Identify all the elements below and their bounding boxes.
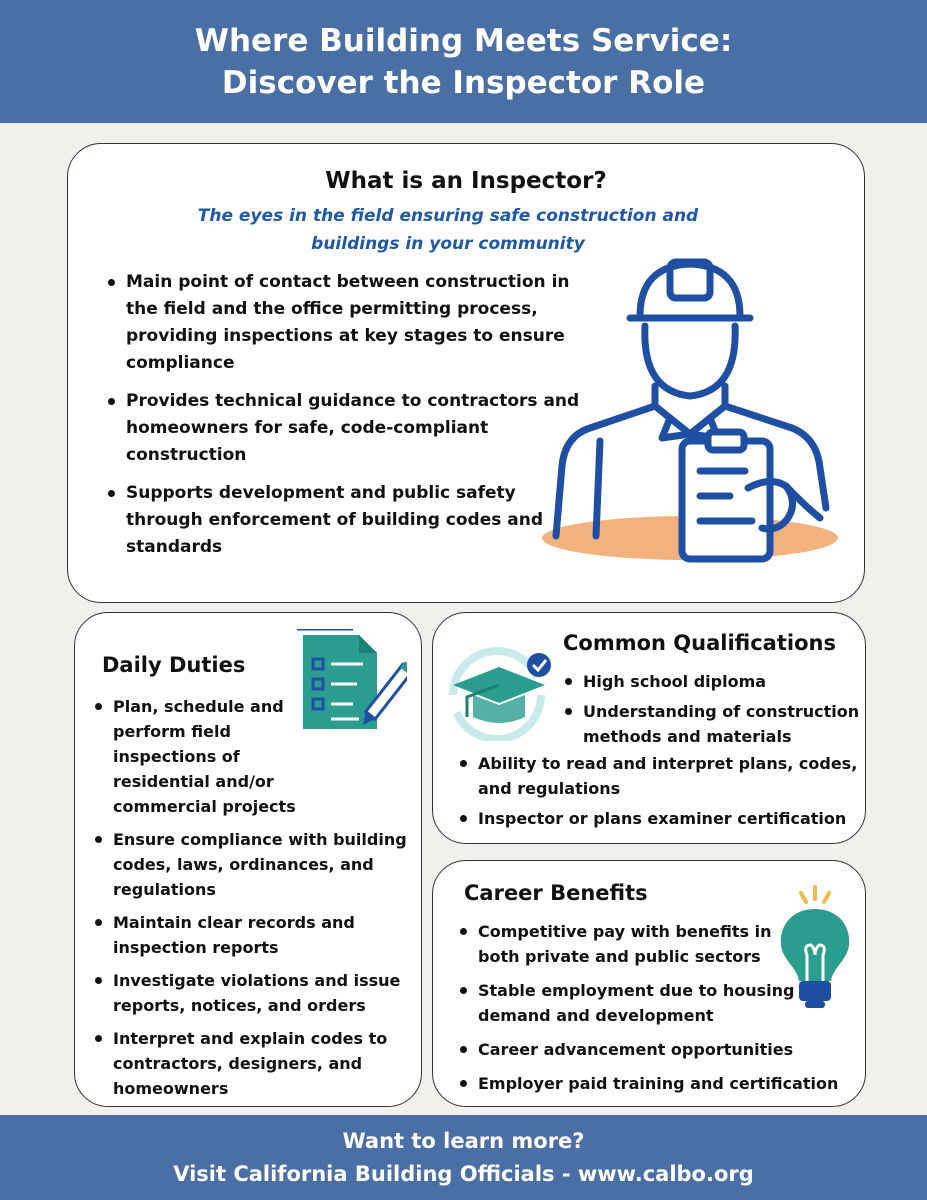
inspector-tagline: The eyes in the field ensuring safe construction and buildings in your community — [197, 206, 699, 254]
list-item: Provides technical guidance to contractors and homeowners for safe, code-compliant construction — [126, 388, 596, 469]
qualifications-heading: Common Qualifications — [563, 631, 836, 655]
list-item: Supports development and public safety through enforcement of building codes and standards — [126, 480, 596, 561]
header-banner — [0, 0, 927, 123]
list-item: Ensure compliance with building codes, laws, ordinances, and regulations — [113, 827, 413, 902]
list-item: Main point of contact between construction in the field and the office permitting process, providing inspections at key stages to ensure compliance — [126, 269, 596, 377]
inspector-card — [67, 143, 865, 603]
footer-line-1: Want to learn more? — [342, 1128, 585, 1153]
footer-line-2: Visit California Building Officials - www.calbo.org — [173, 1161, 754, 1186]
list-item: Inspector or plans examiner certification — [478, 806, 863, 831]
qualifications-card — [432, 612, 866, 844]
inspector-list — [126, 269, 596, 572]
list-item: Plan, schedule and perform field inspections of residential and/or commercial projects — [113, 694, 303, 819]
benefits-heading: Career Benefits — [464, 881, 648, 905]
benefits-card — [432, 860, 866, 1107]
list-item: Career advancement opportunities — [478, 1037, 848, 1062]
list-item: Investigate violations and issue reports, notices, and orders — [113, 968, 413, 1018]
list-item: Ability to read and interpret plans, codes, and regulations — [478, 751, 863, 801]
list-item: Maintain clear records and inspection reports — [113, 910, 413, 960]
page-title-line-2: Discover the Inspector Role — [221, 64, 706, 101]
inspector-heading: What is an Inspector? — [325, 168, 607, 194]
list-item: Understanding of construction methods and materials — [583, 699, 863, 749]
inspector-with-clipboard-icon — [530, 256, 840, 580]
graduation-cap-icon — [447, 645, 552, 745]
qualifications-list-top — [583, 669, 863, 754]
footer-banner — [0, 1115, 927, 1200]
qualifications-list-bottom — [478, 751, 863, 836]
duties-heading: Daily Duties — [102, 653, 246, 677]
list-item: Competitive pay with benefits in both private and public sectors — [478, 919, 798, 969]
duties-list — [113, 694, 413, 1109]
benefits-list — [478, 919, 839, 1105]
list-item: Interpret and explain codes to contractors, designers, and homeowners — [113, 1026, 413, 1101]
list-item: Stable employment due to housing demand and development — [478, 978, 798, 1028]
page-title-line-1: Where Building Meets Service: — [194, 22, 733, 59]
list-item: Employer paid training and certification — [478, 1071, 848, 1096]
duties-card — [74, 612, 422, 1107]
list-item: High school diploma — [583, 669, 863, 694]
